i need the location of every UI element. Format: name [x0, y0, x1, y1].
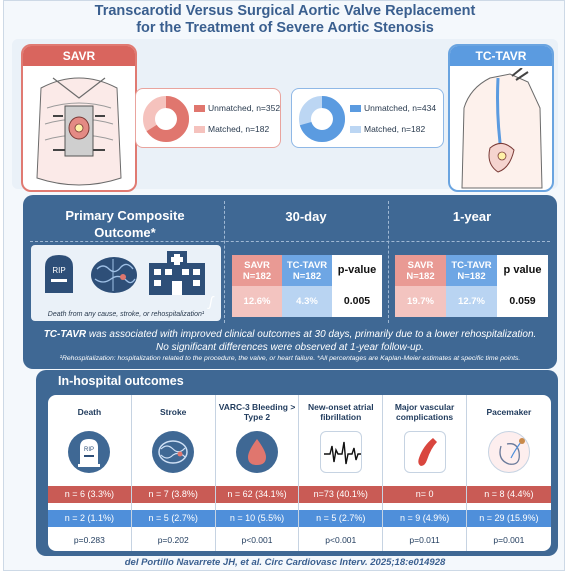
thirty-day-p-header: p-value: [332, 255, 382, 286]
savr-card-title: SAVR: [23, 46, 135, 66]
one-year-table: [395, 255, 548, 317]
savr-card: [21, 44, 137, 192]
thirty-day-table: [232, 255, 382, 317]
tavr-value: n = 5 (2.7%): [299, 510, 382, 527]
savr-unmatched-swatch: [194, 105, 205, 112]
one-year-p-value: 0.059: [497, 286, 548, 317]
column-pacemaker: [467, 395, 551, 551]
tavr-legend-unmatched: [350, 103, 436, 113]
tavr-value: n = 29 (15.9%): [467, 510, 551, 527]
thirty-day-heading: 30-day: [285, 209, 327, 224]
title-line-1: Transcarotid Versus Surgical Aortic Valve Replacement: [94, 3, 476, 19]
savr-value: n = 62 (34.1%): [216, 486, 299, 503]
savr-value: n = 7 (3.8%): [132, 486, 215, 503]
tavr-card: [448, 44, 554, 192]
savr-value: n = 6 (3.3%): [48, 486, 131, 503]
citation: del Portillo Navarrete JH, et al. Circ Cardiovasc Interv. 2025;18:e014928: [124, 557, 446, 568]
savr-donut-chart: [141, 94, 191, 144]
headstone-icon: [41, 253, 77, 295]
tavr-matched-swatch: [350, 126, 361, 133]
thirty-day-tavr-header: TC-TAVR N=182: [282, 255, 332, 286]
tavr-card-title: TC-TAVR: [450, 46, 552, 66]
column-header: VARC-3 Bleeding > Type 2: [218, 402, 296, 422]
ecg-icon: [320, 431, 362, 473]
column-atrial-fibrillation: [299, 395, 383, 551]
p-value: p=0.202: [157, 535, 189, 545]
panel-divider-1: [224, 201, 225, 323]
page-title: [4, 3, 566, 37]
one-year-savr-value: 19.7%: [395, 286, 446, 317]
tavr-cohort-box: [291, 88, 444, 148]
composite-outcome-icons: [31, 245, 221, 321]
column-header: New-onset atrial fibrillation: [307, 402, 374, 422]
summary-footnote: ¹Rehospitalization: hospitalization related to the procedure, the valve, or heart failure. *All percentages are Kaplan-Meier estimates at specific time points.: [59, 355, 521, 362]
thirty-day-tavr-value: 4.3%: [282, 286, 332, 317]
tavr-matched-label: Matched, n=182: [364, 124, 426, 134]
tavr-value: n = 5 (2.7%): [132, 510, 215, 527]
open-chest-surgery-icon: [23, 68, 135, 192]
thirty-day-savr-header: SAVR N=182: [232, 255, 282, 286]
column-header: Major vascular complications: [394, 402, 455, 422]
inhospital-title: In-hospital outcomes: [58, 374, 184, 388]
column-death: [48, 395, 132, 551]
tavr-value: n = 2 (1.1%): [48, 510, 131, 527]
summary-emphasis: TC-TAVR: [43, 329, 87, 340]
artery-icon: [404, 431, 446, 473]
p-value: p=0.011: [409, 535, 440, 545]
savr-value: n = 8 (4.4%): [467, 486, 551, 503]
column-header: Pacemaker: [486, 407, 532, 417]
one-year-savr-header: SAVR N=182: [395, 255, 446, 286]
footnote-marker-icon: ʃ: [209, 293, 214, 309]
savr-unmatched-label: Unmatched, n=352: [208, 103, 281, 113]
savr-matched-swatch: [194, 126, 205, 133]
savr-value: n=73 (40.1%): [299, 486, 382, 503]
title-line-2: for the Treatment of Severe Aortic Stenosis: [136, 20, 434, 36]
summary-line-1: [26, 329, 554, 340]
tavr-donut-chart: [297, 94, 347, 144]
inhospital-table: [48, 395, 551, 551]
transcarotid-access-icon: [450, 68, 552, 192]
savr-legend-unmatched: [194, 103, 280, 113]
primary-outcome-heading: Primary Composite Outcome*: [65, 208, 185, 240]
thirty-day-p-value: 0.005: [332, 286, 382, 317]
tavr-legend-matched: [350, 124, 425, 134]
brain-icon: [152, 431, 194, 473]
brain-icon: [89, 255, 139, 295]
p-value: p<0.001: [241, 535, 273, 545]
thirty-day-savr-value: 12.6%: [232, 286, 282, 317]
one-year-tavr-value: 12.7%: [446, 286, 497, 317]
tavr-value: n = 9 (4.9%): [383, 510, 466, 527]
savr-legend-matched: [194, 124, 269, 134]
tavr-unmatched-swatch: [350, 105, 361, 112]
savr-value: n= 0: [383, 486, 466, 503]
column-header: Death: [77, 407, 102, 417]
p-value: p<0.001: [325, 535, 357, 545]
svg-text:RIP: RIP: [84, 447, 95, 453]
summary-line-2: No significant differences were observed at 1-year follow-up.: [156, 342, 424, 353]
p-value: p=0.001: [493, 535, 525, 545]
column-stroke: [132, 395, 216, 551]
panel-divider-2: [388, 201, 389, 323]
savr-cohort-box: [135, 88, 281, 148]
panel-divider-h: [30, 241, 550, 242]
summary-text-1: was associated with improved clinical outcomes at 30 days, primarily due to a lower rehospitalization.: [86, 329, 537, 340]
savr-matched-label: Matched, n=182: [208, 124, 270, 134]
column-bleeding: [216, 395, 300, 551]
blood-drop-icon: [236, 431, 278, 473]
column-header: Stroke: [159, 407, 187, 417]
column-vascular-complications: [383, 395, 467, 551]
hospital-icon: [147, 249, 207, 297]
one-year-tavr-header: TC-TAVR N=182: [446, 255, 497, 286]
headstone-icon: [68, 431, 110, 473]
pacemaker-icon: [488, 431, 530, 473]
infographic-frame: [3, 0, 565, 571]
tavr-value: n = 10 (5.5%): [216, 510, 299, 527]
svg-text:RIP: RIP: [52, 266, 66, 275]
one-year-p-header: p value: [497, 255, 548, 286]
p-value: p=0.283: [73, 535, 105, 545]
composite-outcome-caption: Death from any cause, stroke, or rehospitalization¹: [47, 311, 205, 318]
tavr-unmatched-label: Unmatched, n=434: [364, 103, 437, 113]
one-year-heading: 1-year: [452, 209, 492, 224]
